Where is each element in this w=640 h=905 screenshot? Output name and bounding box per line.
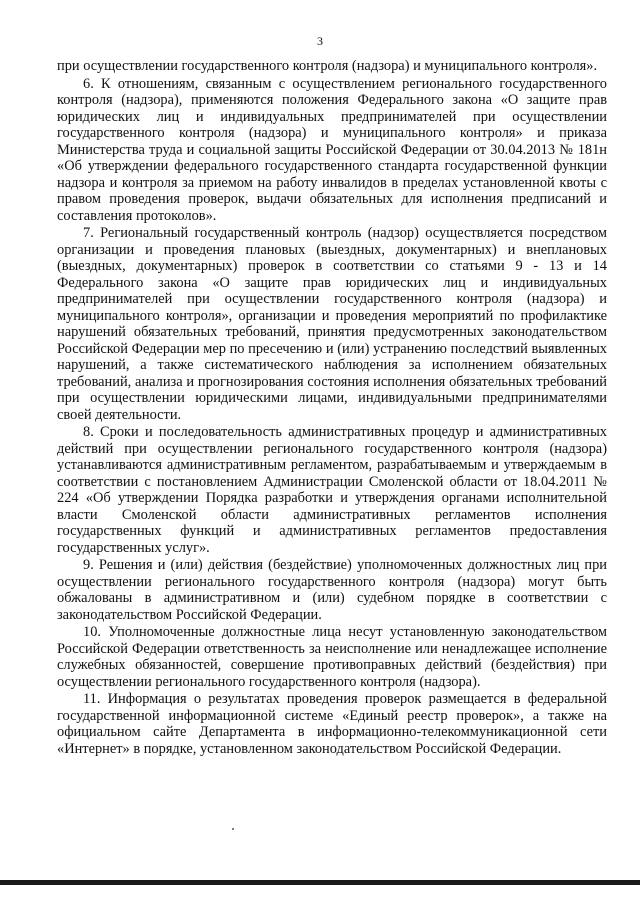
document-body bbox=[57, 58, 607, 757]
scan-speck bbox=[232, 828, 234, 830]
paragraph-10: 10. Уполномоченные должностные лица несут установленную законодательством Российской Федерации ответственность за неисполнение или ненадлежащее исполнение служебных обязанностей, совершение противоправных действий (бездействия) при осуществлении регионального государственного контроля (надзора). bbox=[57, 624, 607, 690]
paragraph-7: 7. Региональный государственный контроль (надзор) осуществляется посредством организации и проведения плановых (выездных, документарных) и внеплановых (выездных, документарных) проверок в соответствии со статьями 9 - 13 и 14 Федерального закона «О защите прав юридических лиц и индивидуальных предпринимателей при осуществлении государственного контроля (надзора) и муниципального контроля», организации и проведения мероприятий по профилактике нарушений обязательных требований, принятия предусмотренных законодательством Российской Федерации мер по пресечению и (или) устранению последствий выявленных нарушений, а также систематического наблюдения за исполнением обязательных требований, анализа и прогнозирования состояния исполнения обязательных требований при осуществлении юридическими лицами, индивидуальными предпринимателями своей деятельности. bbox=[57, 225, 607, 423]
paragraph-6: 6. К отношениям, связанным с осуществлением регионального государственного контроля (надзора), применяются положения Федерального закона «О защите прав юридических лиц и индивидуальных предпринимателей при осуществлении государственного контроля (надзора) и муниципального контроля» и приказа Министерства труда и социальной защиты Российской Федерации от 30.04.2013 № 181н «Об утверждении федерального государственного стандарта государственной функции надзора и контроля за приемом на работу инвалидов в пределах установленной квоты с правом проведения проверок, выдачи обязательных для исполнения предписаний и составления протоколов». bbox=[57, 75, 607, 224]
paragraph-9: 9. Решения и (или) действия (бездействие) уполномоченных должностных лиц при осуществлении регионального государственного контроля (надзора) могут быть обжалованы в административном и (или) судебном порядке в соответствии с законодательством Российской Федерации. bbox=[57, 557, 607, 623]
paragraph-11: 11. Информация о результатах проведения проверок размещается в федеральной государственной информационной системе «Единый реестр проверок», а также на официальном сайте Департамента в информационно-телекоммуникационной сети «Интернет» в порядке, установленном законодательством Российской Федерации. bbox=[57, 691, 607, 757]
scan-bottom-edge bbox=[0, 880, 640, 885]
paragraph-8: 8. Сроки и последовательность административных процедур и административных действий при осуществлении регионального государственного контроля (надзора) устанавливаются административным регламентом, разрабатываемым и утверждаемым в соответствии с постановлением Администрации Смоленской области от 18.04.2011 № 224 «Об утверждении Порядка разработки и утверждения органами исполнительной власти Смоленской области административных регламентов исполнения государственных функций и административных регламентов предоставления государственных услуг». bbox=[57, 424, 607, 556]
page-number: 3 bbox=[317, 34, 323, 48]
paragraph-continuation: при осуществлении государственного контроля (надзора) и муниципального контроля». bbox=[57, 58, 598, 74]
